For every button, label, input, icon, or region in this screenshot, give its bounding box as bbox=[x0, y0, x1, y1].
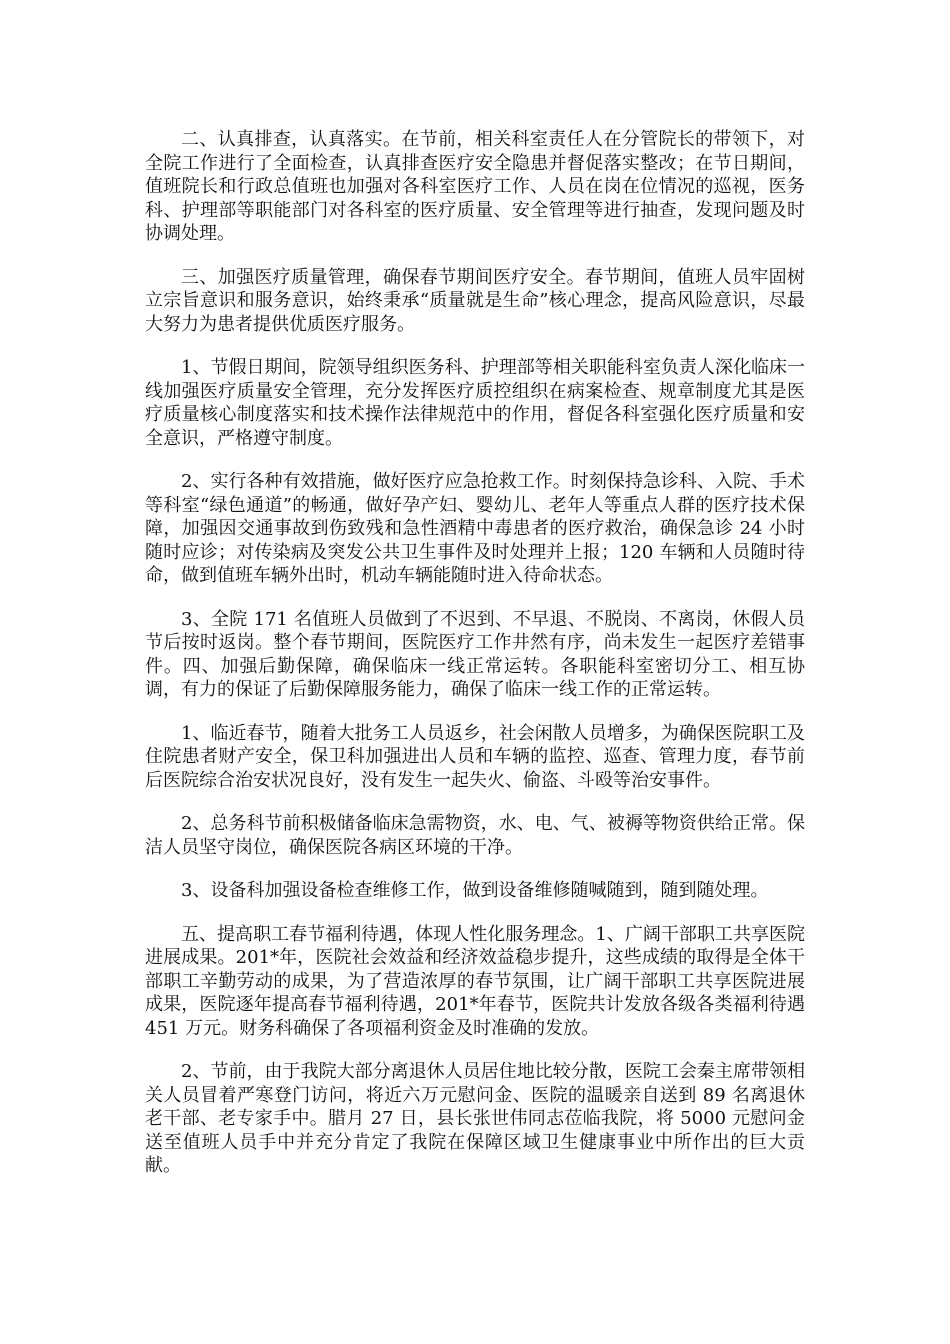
paragraph: 2、节前，由于我院大部分离退休人员居住地比较分散，医院工会秦主席带领相关人员冒着严寒登门访问，将近六万元慰问金、医院的温暖亲自送到 89 名离退休老干部、老专家手中。腊月 27 日，县长张世伟同志莅临我院，将 5000 元慰问金送至值班人员手中并充分肯定了我院在保障区域卫生健康事业中所作出的巨大贡献。 bbox=[145, 1061, 805, 1176]
paragraph: 1、临近春节，随着大批务工人员返乡，社会闲散人员增多，为确保医院职工及住院患者财产安全，保卫科加强进出人员和车辆的监控、巡查、管理力度，春节前后医院综合治安状况良好，没有发生一起失火、偷盗、斗殴等治安事件。 bbox=[145, 722, 805, 791]
paragraph: 三、加强医疗质量管理，确保春节期间医疗安全。春节期间，值班人员牢固树立宗旨意识和服务意识，始终秉承“质量就是生命”核心理念，提高风险意识，尽最大努力为患者提供优质医疗服务。 bbox=[145, 266, 805, 335]
paragraph: 五、提高职工春节福利待遇，体现人性化服务理念。1、广阔干部职工共享医院进展成果。201*年，医院社会效益和经济效益稳步提升，这些成绩的取得是全体干部职工辛勤劳动的成果，为了营造浓厚的春节氛围，让广阔干部职工共享医院进展成果，医院逐年提高春节福利待遇，201*年春节，医院共计发放各级各类福利待遇 451 万元。财务科确保了各项福利资金及时准确的发放。 bbox=[145, 923, 805, 1039]
paragraph: 2、实行各种有效措施，做好医疗应急抢救工作。时刻保持急诊科、入院、手术等科室“绿色通道”的畅通，做好孕产妇、婴幼儿、老年人等重点人群的医疗技术保障，加强因交通事故到伤致残和急性酒精中毒患者的医疗救治，确保急诊 24 小时随时应诊；对传染病及突发公共卫生事件及时处理并上报；120 车辆和人员随时待命，做到值班车辆外出时，机动车辆能随时进入待命状态。 bbox=[145, 471, 805, 586]
paragraph: 3、设备科加强设备检查维修工作，做到设备维修随喊随到，随到随处理。 bbox=[181, 880, 769, 901]
paragraph: 1、节假日期间，院领导组织医务科、护理部等相关职能科室负责人深化临床一线加强医疗质量安全管理，充分发挥医疗质控组织在病案检查、规章制度尤其是医疗质量核心制度落实和技术操作法律规范中的作用，督促各科室强化医疗质量和安全意识，严格遵守制度。 bbox=[145, 357, 805, 449]
document-page bbox=[145, 128, 805, 1198]
paragraph: 二、认真排查，认真落实。在节前，相关科室责任人在分管院长的带领下，对全院工作进行了全面检查，认真排查医疗安全隐患并督促落实整改；在节日期间，值班院长和行政总值班也加强对各科室医疗工作、人员在岗在位情况的巡视，医务科、护理部等职能部门对各科室的医疗质量、安全管理等进行抽查，发现问题及时协调处理。 bbox=[145, 129, 805, 244]
paragraph: 2、总务科节前积极储备临床急需物资，水、电、气、被褥等物资供给正常。保洁人员坚守岗位，确保医院各病区环境的干净。 bbox=[145, 813, 805, 858]
paragraph: 3、全院 171 名值班人员做到了不迟到、不早退、不脱岗、不离岗，休假人员节后按时返岗。整个春节期间，医院医疗工作井然有序，尚未发生一起医疗差错事件。四、加强后勤保障，确保临床一线正常运转。各职能科室密切分工、相互协调，有力的保证了后勤保障服务能力，确保了临床一线工作的正常运转。 bbox=[145, 608, 805, 700]
